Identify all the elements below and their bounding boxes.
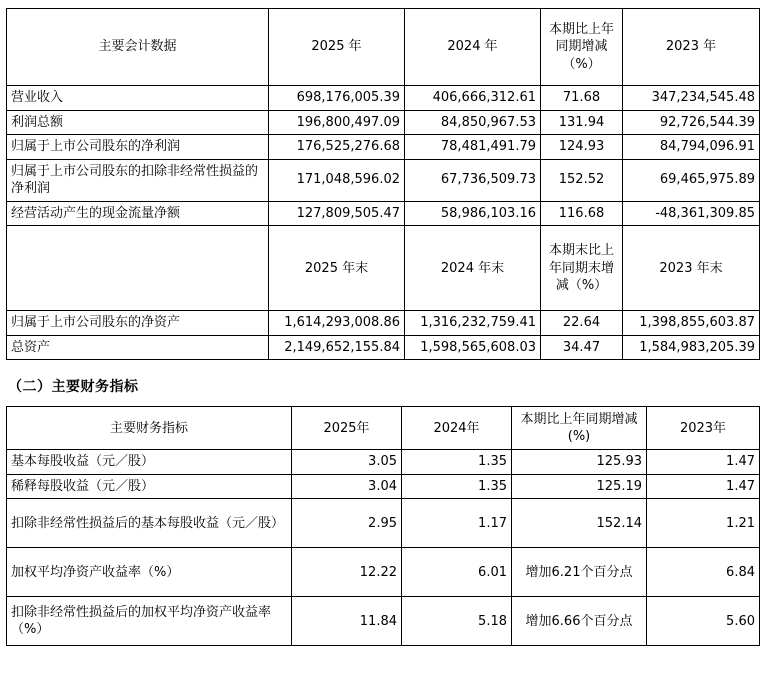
cell-change: 34.47 [541, 335, 623, 360]
header-cell-2023: 2023年 [647, 407, 760, 450]
cell-2025: 127,809,505.47 [269, 201, 405, 226]
table-row [7, 450, 760, 475]
cell-2024: 78,481,491.79 [405, 135, 541, 160]
cell-2023: 1.47 [647, 450, 760, 475]
cell-2023-end: 1,584,983,205.39 [623, 335, 760, 360]
cell-2024: 58,986,103.16 [405, 201, 541, 226]
header-cell-label: 主要会计数据 [7, 9, 269, 86]
table-row [7, 159, 760, 201]
cell-2025: 11.84 [292, 597, 402, 646]
cell-2025-end: 1,614,293,008.86 [269, 311, 405, 336]
cell-2023-end: 1,398,855,603.87 [623, 311, 760, 336]
cell-2024: 1.17 [402, 499, 512, 548]
header-cell-change: 本期比上年同期增减（%） [541, 9, 623, 86]
cell-2024: 84,850,967.53 [405, 110, 541, 135]
subheader-cell-change: 本期末比上年同期末增减（%） [541, 226, 623, 311]
row-label: 营业收入 [7, 86, 269, 111]
cell-2025: 698,176,005.39 [269, 86, 405, 111]
cell-2024-end: 1,598,565,608.03 [405, 335, 541, 360]
row-label: 总资产 [7, 335, 269, 360]
accounting-data-table [6, 8, 760, 360]
row-label: 扣除非经常性损益后的加权平均净资产收益率（%） [7, 597, 292, 646]
cell-2023: 1.21 [647, 499, 760, 548]
table-row [7, 597, 760, 646]
header-cell-2025: 2025 年 [269, 9, 405, 86]
cell-2023: 347,234,545.48 [623, 86, 760, 111]
cell-2024: 406,666,312.61 [405, 86, 541, 111]
cell-change: 152.52 [541, 159, 623, 201]
header-cell-2024: 2024年 [402, 407, 512, 450]
table-header-row [7, 407, 760, 450]
header-cell-2024: 2024 年 [405, 9, 541, 86]
cell-2024: 5.18 [402, 597, 512, 646]
cell-2024: 1.35 [402, 450, 512, 475]
cell-2023: -48,361,309.85 [623, 201, 760, 226]
header-cell-change: 本期比上年同期增减(%) [512, 407, 647, 450]
subheader-cell-2025-end: 2025 年末 [269, 226, 405, 311]
cell-2024: 67,736,509.73 [405, 159, 541, 201]
table-row [7, 335, 760, 360]
financial-indicator-table [6, 406, 760, 646]
row-label: 利润总额 [7, 110, 269, 135]
table-row [7, 201, 760, 226]
cell-change: 125.93 [512, 450, 647, 475]
table-subheader-row [7, 226, 760, 311]
cell-2025: 171,048,596.02 [269, 159, 405, 201]
row-label: 归属于上市公司股东的净资产 [7, 311, 269, 336]
cell-change: 增加6.21个百分点 [512, 548, 647, 597]
cell-2023: 84,794,096.91 [623, 135, 760, 160]
cell-2023: 1.47 [647, 474, 760, 499]
row-label: 归属于上市公司股东的扣除非经常性损益的净利润 [7, 159, 269, 201]
row-label: 经营活动产生的现金流量净额 [7, 201, 269, 226]
cell-2023: 5.60 [647, 597, 760, 646]
cell-2025: 176,525,276.68 [269, 135, 405, 160]
row-label: 归属于上市公司股东的净利润 [7, 135, 269, 160]
table-row [7, 499, 760, 548]
table-row [7, 311, 760, 336]
cell-2024: 1.35 [402, 474, 512, 499]
section-title: （二）主要财务指标 [8, 379, 139, 396]
subheader-cell-2024-end: 2024 年末 [405, 226, 541, 311]
cell-change: 124.93 [541, 135, 623, 160]
cell-2025: 3.05 [292, 450, 402, 475]
subheader-cell-blank [7, 226, 269, 311]
row-label: 扣除非经常性损益后的基本每股收益（元／股） [7, 499, 292, 548]
table-row [7, 135, 760, 160]
table-row [7, 548, 760, 597]
cell-change: 131.94 [541, 110, 623, 135]
cell-change: 增加6.66个百分点 [512, 597, 647, 646]
row-label: 加权平均净资产收益率（%） [7, 548, 292, 597]
cell-2025-end: 2,149,652,155.84 [269, 335, 405, 360]
cell-2023: 69,465,975.89 [623, 159, 760, 201]
cell-2025: 196,800,497.09 [269, 110, 405, 135]
table-header-row [7, 9, 760, 86]
table-row [7, 474, 760, 499]
cell-change: 71.68 [541, 86, 623, 111]
cell-2025: 2.95 [292, 499, 402, 548]
cell-2025: 12.22 [292, 548, 402, 597]
header-cell-label: 主要财务指标 [7, 407, 292, 450]
row-label: 稀释每股收益（元／股） [7, 474, 292, 499]
subheader-cell-2023-end: 2023 年末 [623, 226, 760, 311]
cell-change: 116.68 [541, 201, 623, 226]
cell-2023: 6.84 [647, 548, 760, 597]
cell-change: 125.19 [512, 474, 647, 499]
cell-2024-end: 1,316,232,759.41 [405, 311, 541, 336]
cell-2024: 6.01 [402, 548, 512, 597]
cell-2025: 3.04 [292, 474, 402, 499]
row-label: 基本每股收益（元／股） [7, 450, 292, 475]
header-cell-2025: 2025年 [292, 407, 402, 450]
cell-change: 152.14 [512, 499, 647, 548]
table-row [7, 110, 760, 135]
table-row [7, 86, 760, 111]
cell-2023: 92,726,544.39 [623, 110, 760, 135]
cell-change: 22.64 [541, 311, 623, 336]
header-cell-2023: 2023 年 [623, 9, 760, 86]
